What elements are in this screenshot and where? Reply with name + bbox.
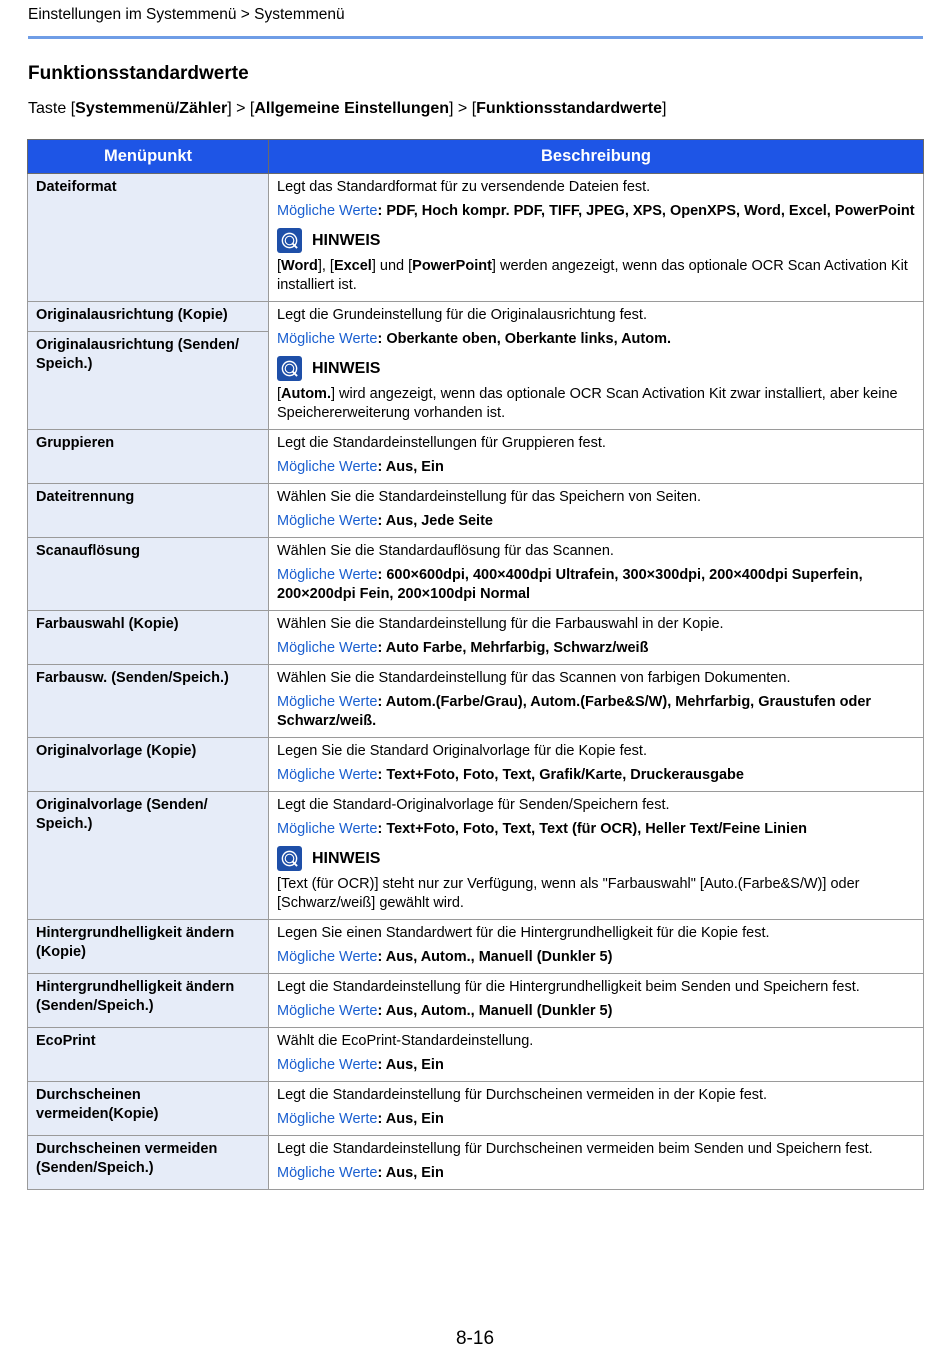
- possible-values-colon: :: [377, 821, 387, 837]
- menu-cell: [28, 430, 269, 484]
- note-icon: [277, 356, 302, 381]
- menu-cell: [28, 920, 269, 974]
- path-text: Taste [: [28, 100, 76, 117]
- possible-values: [277, 948, 915, 967]
- path-text: ]: [661, 100, 667, 117]
- table-row: [28, 665, 924, 738]
- possible-values-label: Mögliche Werte: [277, 1003, 378, 1019]
- description-text: Legt die Grundeinstellung für die Originalausrichtung fest.: [277, 307, 647, 323]
- possible-values: [277, 202, 915, 221]
- possible-values-colon: :: [377, 949, 386, 965]
- table-row: [28, 920, 924, 974]
- description-cell: [269, 792, 924, 920]
- possible-values-label: Mögliche Werte: [277, 459, 378, 475]
- table-row: [28, 174, 924, 302]
- note-header: [277, 845, 915, 871]
- table-row: [28, 1028, 924, 1082]
- possible-values: [277, 458, 915, 477]
- table-row: [28, 974, 924, 1028]
- menu-path: [28, 100, 666, 118]
- possible-values: [277, 512, 915, 531]
- possible-values-list: Aus, Ein: [385, 1111, 444, 1127]
- table-header-row: [28, 140, 924, 174]
- note-fragment: ], [: [317, 258, 334, 274]
- description-cell: [269, 430, 924, 484]
- menu-cell: [28, 1028, 269, 1082]
- description-text: Wählen Sie die Standardeinstellung für das Scannen von farbigen Dokumenten.: [277, 670, 791, 686]
- menu-item: Durchscheinen vermeiden (Senden/Speich.): [36, 1141, 218, 1176]
- table-row: [28, 302, 924, 430]
- description-text: Legen Sie einen Standardwert für die Hintergrundhelligkeit für die Kopie fest.: [277, 925, 770, 941]
- possible-values: [277, 1002, 915, 1021]
- menu-cell: [28, 174, 269, 302]
- path-text: ] > [: [227, 100, 255, 117]
- possible-values-list: Autom.(Farbe/Grau), Autom.(Farbe&S/W), Mehrfarbig, Graustufen oder Schwarz/weiß.: [277, 694, 872, 729]
- possible-values-list: Auto Farbe, Mehrfarbig, Schwarz/weiß: [385, 640, 649, 656]
- menu-item: Originalvorlage (Kopie): [36, 743, 197, 759]
- possible-values-label: Mögliche Werte: [277, 513, 378, 529]
- possible-values-label: Mögliche Werte: [277, 767, 378, 783]
- description-cell: [269, 738, 924, 792]
- table-row: [28, 611, 924, 665]
- menu-cell: [28, 738, 269, 792]
- menu-cell: [28, 611, 269, 665]
- possible-values-list: Aus, Autom., Manuell (Dunkler 5): [385, 1003, 613, 1019]
- possible-values: [277, 1110, 915, 1129]
- description-cell: [269, 974, 924, 1028]
- path-key-2: Allgemeine Einstellungen: [254, 100, 450, 117]
- menu-item: Farbauswahl (Kopie): [36, 616, 179, 632]
- description-text: Legt die Standardeinstellungen für Gruppieren fest.: [277, 435, 606, 451]
- note-box: [277, 355, 915, 423]
- possible-values: [277, 330, 915, 349]
- possible-values-label: Mögliche Werte: [277, 1057, 378, 1073]
- note-fragment: [: [277, 258, 282, 274]
- possible-values-list: PDF, Hoch kompr. PDF, TIFF, JPEG, XPS, OpenXPS, Word, Excel, PowerPoint: [386, 203, 915, 219]
- description-cell: [269, 920, 924, 974]
- possible-values: [277, 1164, 915, 1183]
- possible-values: [277, 693, 915, 731]
- possible-values-colon: :: [377, 694, 386, 710]
- note-key: Word: [281, 258, 318, 274]
- possible-values-colon: :: [377, 1111, 386, 1127]
- menu-item: Durchscheinen vermeiden(Kopie): [36, 1087, 159, 1122]
- description-cell: [269, 174, 924, 302]
- path-key-1: Systemmenü/Zähler: [75, 100, 228, 117]
- possible-values-label: Mögliche Werte: [277, 1111, 378, 1127]
- menu-cell: [28, 974, 269, 1028]
- possible-values-list: Text+Foto, Foto, Text, Text (für OCR), Heller Text/Feine Linien: [386, 821, 807, 837]
- description-text: Wählen Sie die Standardeinstellung für das Speichern von Seiten.: [277, 489, 701, 505]
- note-fragment: [Text (für OCR)] steht nur zur Verfügung, wenn als "Farbauswahl" [Auto.(Farbe&S/W)] oder [Schwarz/weiß] gewählt wird.: [277, 876, 860, 911]
- note-title: HINWEIS: [312, 231, 381, 249]
- menu-item: EcoPrint: [36, 1033, 96, 1049]
- note-header: [277, 227, 915, 253]
- possible-values-list: Aus, Ein: [385, 1165, 444, 1181]
- description-text: Legen Sie die Standard Originalvorlage für die Kopie fest.: [277, 743, 647, 759]
- description-cell: [269, 302, 924, 430]
- possible-values-list: Oberkante oben, Oberkante links, Autom.: [386, 331, 672, 347]
- possible-values: [277, 566, 915, 604]
- menu-item: Originalvorlage (Senden/ Speich.): [36, 797, 208, 832]
- note-key: PowerPoint: [412, 258, 492, 274]
- description-text: Wählt die EcoPrint-Standardeinstellung.: [277, 1033, 534, 1049]
- description-cell: [269, 611, 924, 665]
- table-row: [28, 484, 924, 538]
- description-text: Legt die Standardeinstellung für Durchscheinen vermeiden in der Kopie fest.: [277, 1087, 768, 1103]
- breadcrumb: Einstellungen im Systemmenü > Systemmenü: [28, 6, 345, 23]
- possible-values: [277, 639, 915, 658]
- note-text: [277, 385, 915, 423]
- page-title: Funktionsstandardwerte: [28, 63, 249, 84]
- menu-item: Hintergrundhelligkeit ändern (Senden/Speich.): [36, 979, 235, 1014]
- menu-item: Farbausw. (Senden/Speich.): [36, 670, 229, 686]
- note-text: [277, 875, 915, 913]
- note-icon: [277, 228, 302, 253]
- menu-cell: [28, 1082, 269, 1136]
- note-icon: [277, 846, 302, 871]
- menu-cell: [28, 665, 269, 738]
- possible-values-colon: :: [377, 1003, 386, 1019]
- menu-cell: [28, 1136, 269, 1190]
- menu-item: Originalausrichtung (Senden/ Speich.): [28, 331, 268, 380]
- menu-cell: [28, 792, 269, 920]
- note-box: [277, 845, 915, 913]
- possible-values-colon: :: [377, 513, 386, 529]
- possible-values-label: Mögliche Werte: [277, 203, 378, 219]
- possible-values-colon: :: [377, 331, 387, 347]
- description-text: Wählen Sie die Standardeinstellung für die Farbauswahl in der Kopie.: [277, 616, 724, 632]
- possible-values: [277, 820, 915, 839]
- menu-cell: [28, 484, 269, 538]
- description-cell: [269, 1082, 924, 1136]
- possible-values-list: Aus, Ein: [385, 1057, 444, 1073]
- possible-values: [277, 1056, 915, 1075]
- possible-values-colon: :: [377, 767, 387, 783]
- table-row: [28, 1136, 924, 1190]
- note-fragment: ] wird angezeigt, wenn das optionale OCR Scan Activation Kit zwar installiert, aber keine Speichererweiterung vorhanden ist.: [277, 386, 898, 421]
- possible-values-label: Mögliche Werte: [277, 949, 378, 965]
- menu-item: Gruppieren: [36, 435, 115, 451]
- possible-values-label: Mögliche Werte: [277, 567, 378, 583]
- note-fragment: ] und [: [371, 258, 413, 274]
- path-text: ] > [: [449, 100, 477, 117]
- settings-table: [27, 139, 924, 1190]
- possible-values-colon: :: [377, 567, 387, 583]
- table-row: [28, 538, 924, 611]
- menu-item: Dateitrennung: [36, 489, 135, 505]
- description-cell: [269, 665, 924, 738]
- possible-values-list: Aus, Jede Seite: [385, 513, 493, 529]
- description-cell: [269, 484, 924, 538]
- possible-values-label: Mögliche Werte: [277, 694, 378, 710]
- menu-cell: [28, 302, 269, 430]
- description-cell: [269, 1028, 924, 1082]
- note-header: [277, 355, 915, 381]
- page-number: 8-16: [455, 1328, 495, 1349]
- possible-values-colon: :: [377, 1165, 386, 1181]
- table-row: [28, 1082, 924, 1136]
- note-key: Autom.: [281, 386, 331, 402]
- possible-values-list: 600×600dpi, 400×400dpi Ultrafein, 300×300dpi, 200×400dpi Superfein, 200×200dpi Fein, 200×100dpi Normal: [277, 567, 863, 602]
- note-box: [277, 227, 915, 295]
- column-header-description: Beschreibung: [269, 140, 924, 174]
- menu-item: Dateiformat: [36, 179, 117, 195]
- menu-item: Originalausrichtung (Kopie): [36, 307, 228, 323]
- description-text: Legt die Standardeinstellung für die Hintergrundhelligkeit beim Senden und Speichern fest.: [277, 979, 860, 995]
- description-text: Legt die Standardeinstellung für Durchscheinen vermeiden beim Senden und Speichern fest.: [277, 1141, 873, 1157]
- possible-values-label: Mögliche Werte: [277, 1165, 378, 1181]
- note-key: Excel: [333, 258, 372, 274]
- description-cell: [269, 1136, 924, 1190]
- table-row: [28, 792, 924, 920]
- menu-item: Hintergrundhelligkeit ändern (Kopie): [36, 925, 235, 960]
- description-text: Wählen Sie die Standardauflösung für das Scannen.: [277, 543, 614, 559]
- menu-cell: [28, 538, 269, 611]
- menu-item: Scanauflösung: [36, 543, 140, 559]
- possible-values-list: Aus, Ein: [385, 459, 444, 475]
- description-text: Legt das Standardformat für zu versendende Dateien fest.: [277, 179, 651, 195]
- table-row: [28, 738, 924, 792]
- header-divider: [28, 36, 923, 39]
- note-text: [277, 257, 915, 295]
- possible-values-label: Mögliche Werte: [277, 821, 378, 837]
- note-fragment: [: [277, 386, 282, 402]
- note-title: HINWEIS: [312, 849, 381, 867]
- possible-values-list: Text+Foto, Foto, Text, Grafik/Karte, Druckerausgabe: [386, 767, 744, 783]
- note-fragment: ] werden angezeigt, wenn das optionale OCR Scan Activation Kit installiert ist.: [277, 258, 908, 293]
- column-header-menu: Menüpunkt: [28, 140, 269, 174]
- table-row: [28, 430, 924, 484]
- description-cell: [269, 538, 924, 611]
- path-key-3: Funktionsstandardwerte: [476, 100, 662, 117]
- description-text: Legt die Standard-Originalvorlage für Senden/Speichern fest.: [277, 797, 670, 813]
- note-title: HINWEIS: [312, 359, 381, 377]
- possible-values-label: Mögliche Werte: [277, 640, 378, 656]
- possible-values-label: Mögliche Werte: [277, 331, 378, 347]
- possible-values-colon: :: [377, 640, 386, 656]
- possible-values-list: Aus, Autom., Manuell (Dunkler 5): [385, 949, 613, 965]
- possible-values-colon: :: [377, 1057, 386, 1073]
- possible-values: [277, 766, 915, 785]
- possible-values-colon: :: [377, 459, 386, 475]
- possible-values-colon: :: [377, 203, 387, 219]
